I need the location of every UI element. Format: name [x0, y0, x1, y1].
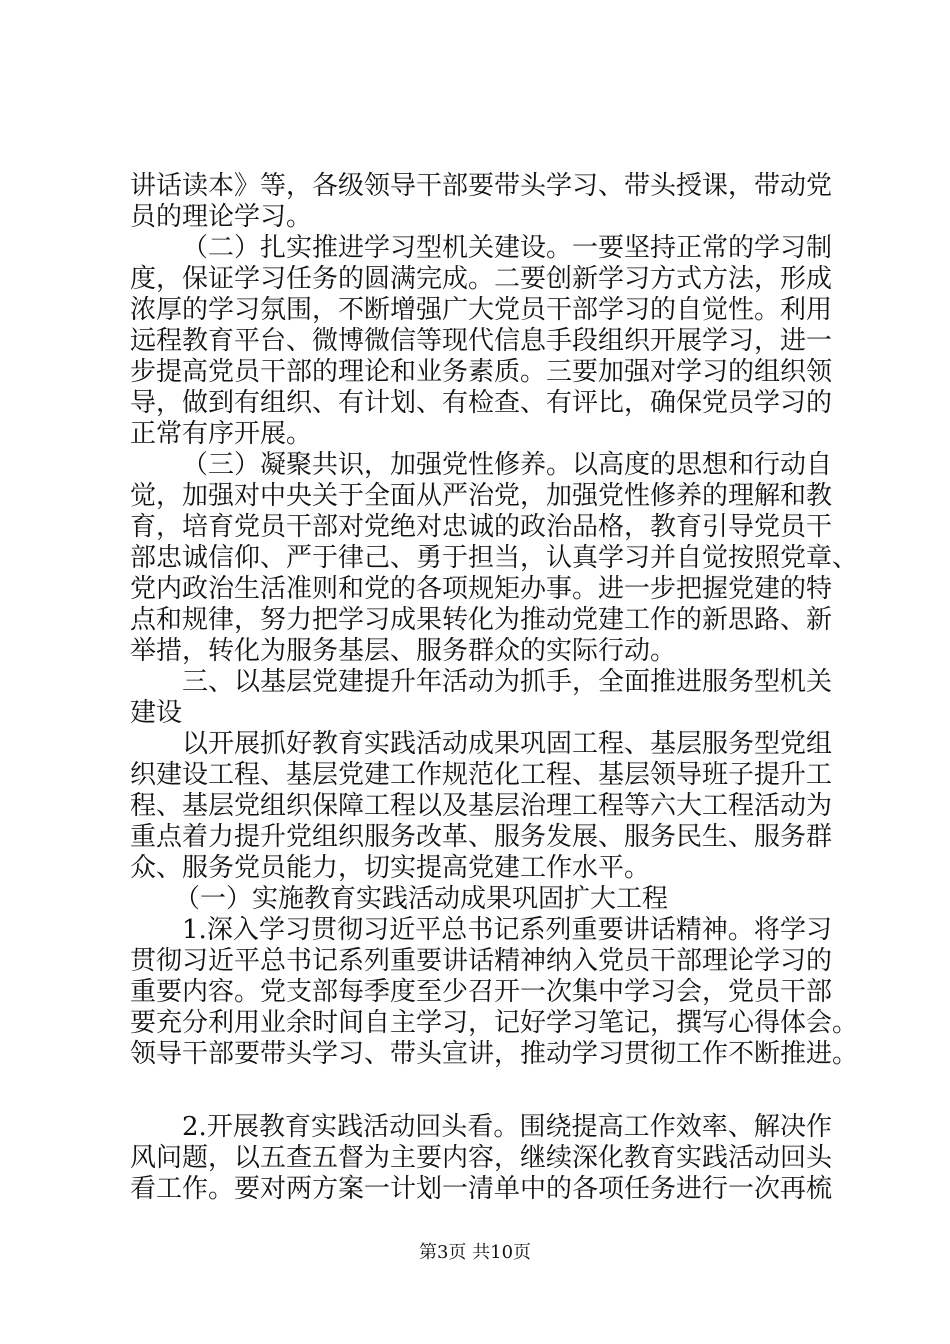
text-line: 众、服务党员能力，切实提高党建工作水平。	[130, 853, 651, 883]
paragraph-gap	[130, 1070, 832, 1112]
text-line: 举措，转化为服务基层、服务群众的实际行动。	[130, 636, 677, 666]
text-line: 以开展抓好教育实践活动成果巩固工程、基层服务型党组	[182, 729, 833, 759]
text-line: 点和规律，努力把学习成果转化为推动党建工作的新思路、新	[130, 605, 833, 635]
text-line: （二）扎实推进学习型机关建设。一要坚持正常的学习制	[182, 233, 833, 263]
text-line: 步提高党员干部的理论和业务素质。三要加强对学习的组织领	[130, 357, 833, 387]
text-line: 风问题，以五查五督为主要内容，继续深化教育实践活动回头	[130, 1143, 833, 1173]
text-line: 度，保证学习任务的圆满完成。二要创新学习方式方法，形成	[130, 264, 833, 294]
text-line: 浓厚的学习氛围，不断增强广大党员干部学习的自觉性。利用	[130, 295, 833, 325]
text-line: 远程教育平台、微博微信等现代信息手段组织开展学习，进一	[130, 326, 833, 356]
text-line: 1.深入学习贯彻习近平总书记系列重要讲话精神。将学习	[182, 915, 832, 945]
text-line: 觉，加强对中央关于全面从严治党，加强党性修养的理解和教	[130, 481, 833, 511]
text-line: 贯彻习近平总书记系列重要讲话精神纳入党员干部理论学习的	[130, 946, 833, 976]
text-line: 育，培育党员干部对党绝对忠诚的政治品格，教育引导党员干	[130, 512, 833, 542]
section-heading: 建设	[130, 698, 183, 728]
text-line: 员的理论学习。	[130, 202, 313, 232]
text-line: 领导干部要带头学习、带头宣讲，推动学习贯彻工作不断推进。	[130, 1039, 859, 1069]
text-line: 部忠诚信仰、严于律己、勇于担当，认真学习并自觉按照党章、	[130, 543, 859, 573]
page-footer: 第3页 共10页	[418, 1242, 532, 1263]
text-line: 2.开展教育实践活动回头看。围绕提高工作效率、解决作	[182, 1112, 832, 1142]
text-line: 重点着力提升党组织服务改革、服务发展、服务民生、服务群	[130, 822, 833, 852]
text-line: 党内政治生活准则和党的各项规矩办事。进一步把握党建的特	[130, 574, 833, 604]
text-line: 正常有序开展。	[130, 419, 313, 449]
text-line: 织建设工程、基层党建工作规范化工程、基层领导班子提升工	[130, 760, 833, 790]
text-line: 要充分利用业余时间自主学习，记好学习笔记，撰写心得体会。	[130, 1008, 859, 1038]
subsection-heading: （一）实施教育实践活动成果巩固扩大工程	[174, 884, 669, 914]
text-line: 程、基层党组织保障工程以及基层治理工程等六大工程活动为	[130, 791, 833, 821]
text-line: 导，做到有组织、有计划、有检查、有评比，确保党员学习的	[130, 388, 833, 418]
text-line: 重要内容。党支部每季度至少召开一次集中学习会，党员干部	[130, 977, 833, 1007]
text-line: 看工作。要对两方案一计划一清单中的各项任务进行一次再梳	[130, 1174, 833, 1204]
text-line: （三）凝聚共识，加强党性修养。以高度的思想和行动自	[182, 450, 833, 480]
section-heading: 三、以基层党建提升年活动为抓手，全面推进服务型机关	[182, 667, 833, 697]
text-line: 讲话读本》等，各级领导干部要带头学习、带头授课，带动党	[130, 171, 833, 201]
document-body	[130, 171, 859, 1205]
